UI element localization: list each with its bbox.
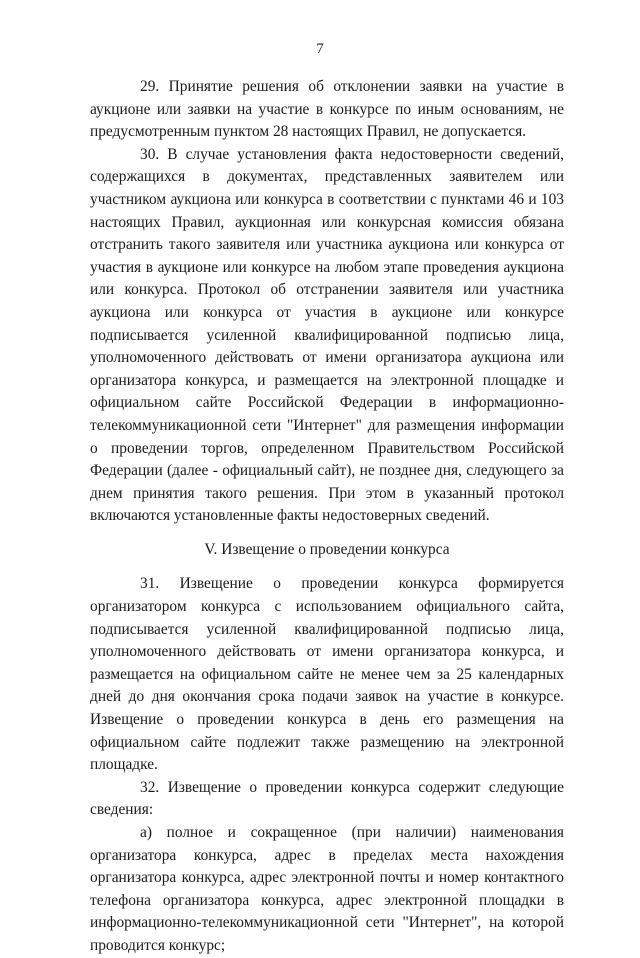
paragraph-32-a: а) полное и сокращенное (при наличии) наименования организатора конкурса, адрес в пределах места нахождения организатора конкурса, адрес электронной почты и номер контактного телефона организатора конкурса, адрес электронной площадки в информационно-телекоммуникационной сети "Интернет", на которой проводится конкурс; [90,824,564,954]
paragraph-31: 31. Извещение о проведении конкурса формируется организатором конкурса с использованием официального сайта, подписывается усиленной квалифицированной подписью лица, уполномоченного действовать от имени организатора конкурса, и размещается на официальном сайте не менее чем за 25 календарных дней до дня окончания срока подачи заявок на участие в конкурсе. Извещение о проведении конкурса в день его размещения на официальном сайте подлежит также размещению на электронной площадке. [90,575,564,774]
paragraph-29: 29. Принятие решения об отклонении заявки на участие в аукционе или заявки на участие в конкурсе по иным основаниям, не предусмотренным пунктом 28 настоящих Правил, не допускается. [90,78,564,141]
section-heading: V. Извещение о проведении конкурса [204,540,450,558]
document-body [90,76,564,958]
page-number: 7 [316,41,324,57]
paragraph-32: 32. Извещение о проведении конкурса содержит следующие сведения: [90,778,564,819]
paragraph-30: 30. В случае установления факта недостоверности сведений, содержащихся в документах, представленных заявителем или участником аукциона или конкурса в соответствии с пунктами 46 и 103 настоящих Правил, аукционная или конкурсная комиссия обязана отстранить такого заявителя или участника аукциона или конкурса от участия в аукционе или конкурсе на любом этапе проведения аукциона или конкурса. Протокол об отстранении заявителя или участника аукциона или конкурса от участия в аукционе или конкурсе подписывается усиленной квалифицированной подписью лица, уполномоченного действовать от имени организатора аукциона или организатора конкурса, и размещается на электронной площадке и официальном сайте Российской Федерации в информационно-телекоммуникационной сети "Интернет" для размещения информации о проведении торгов, определенном Правительством Российской Федерации (далее - официальный сайт), не позднее дня, следующего за днем принятия такого решения. При этом в указанный протокол включаются установленные факты недостоверных сведений. [90,145,564,525]
